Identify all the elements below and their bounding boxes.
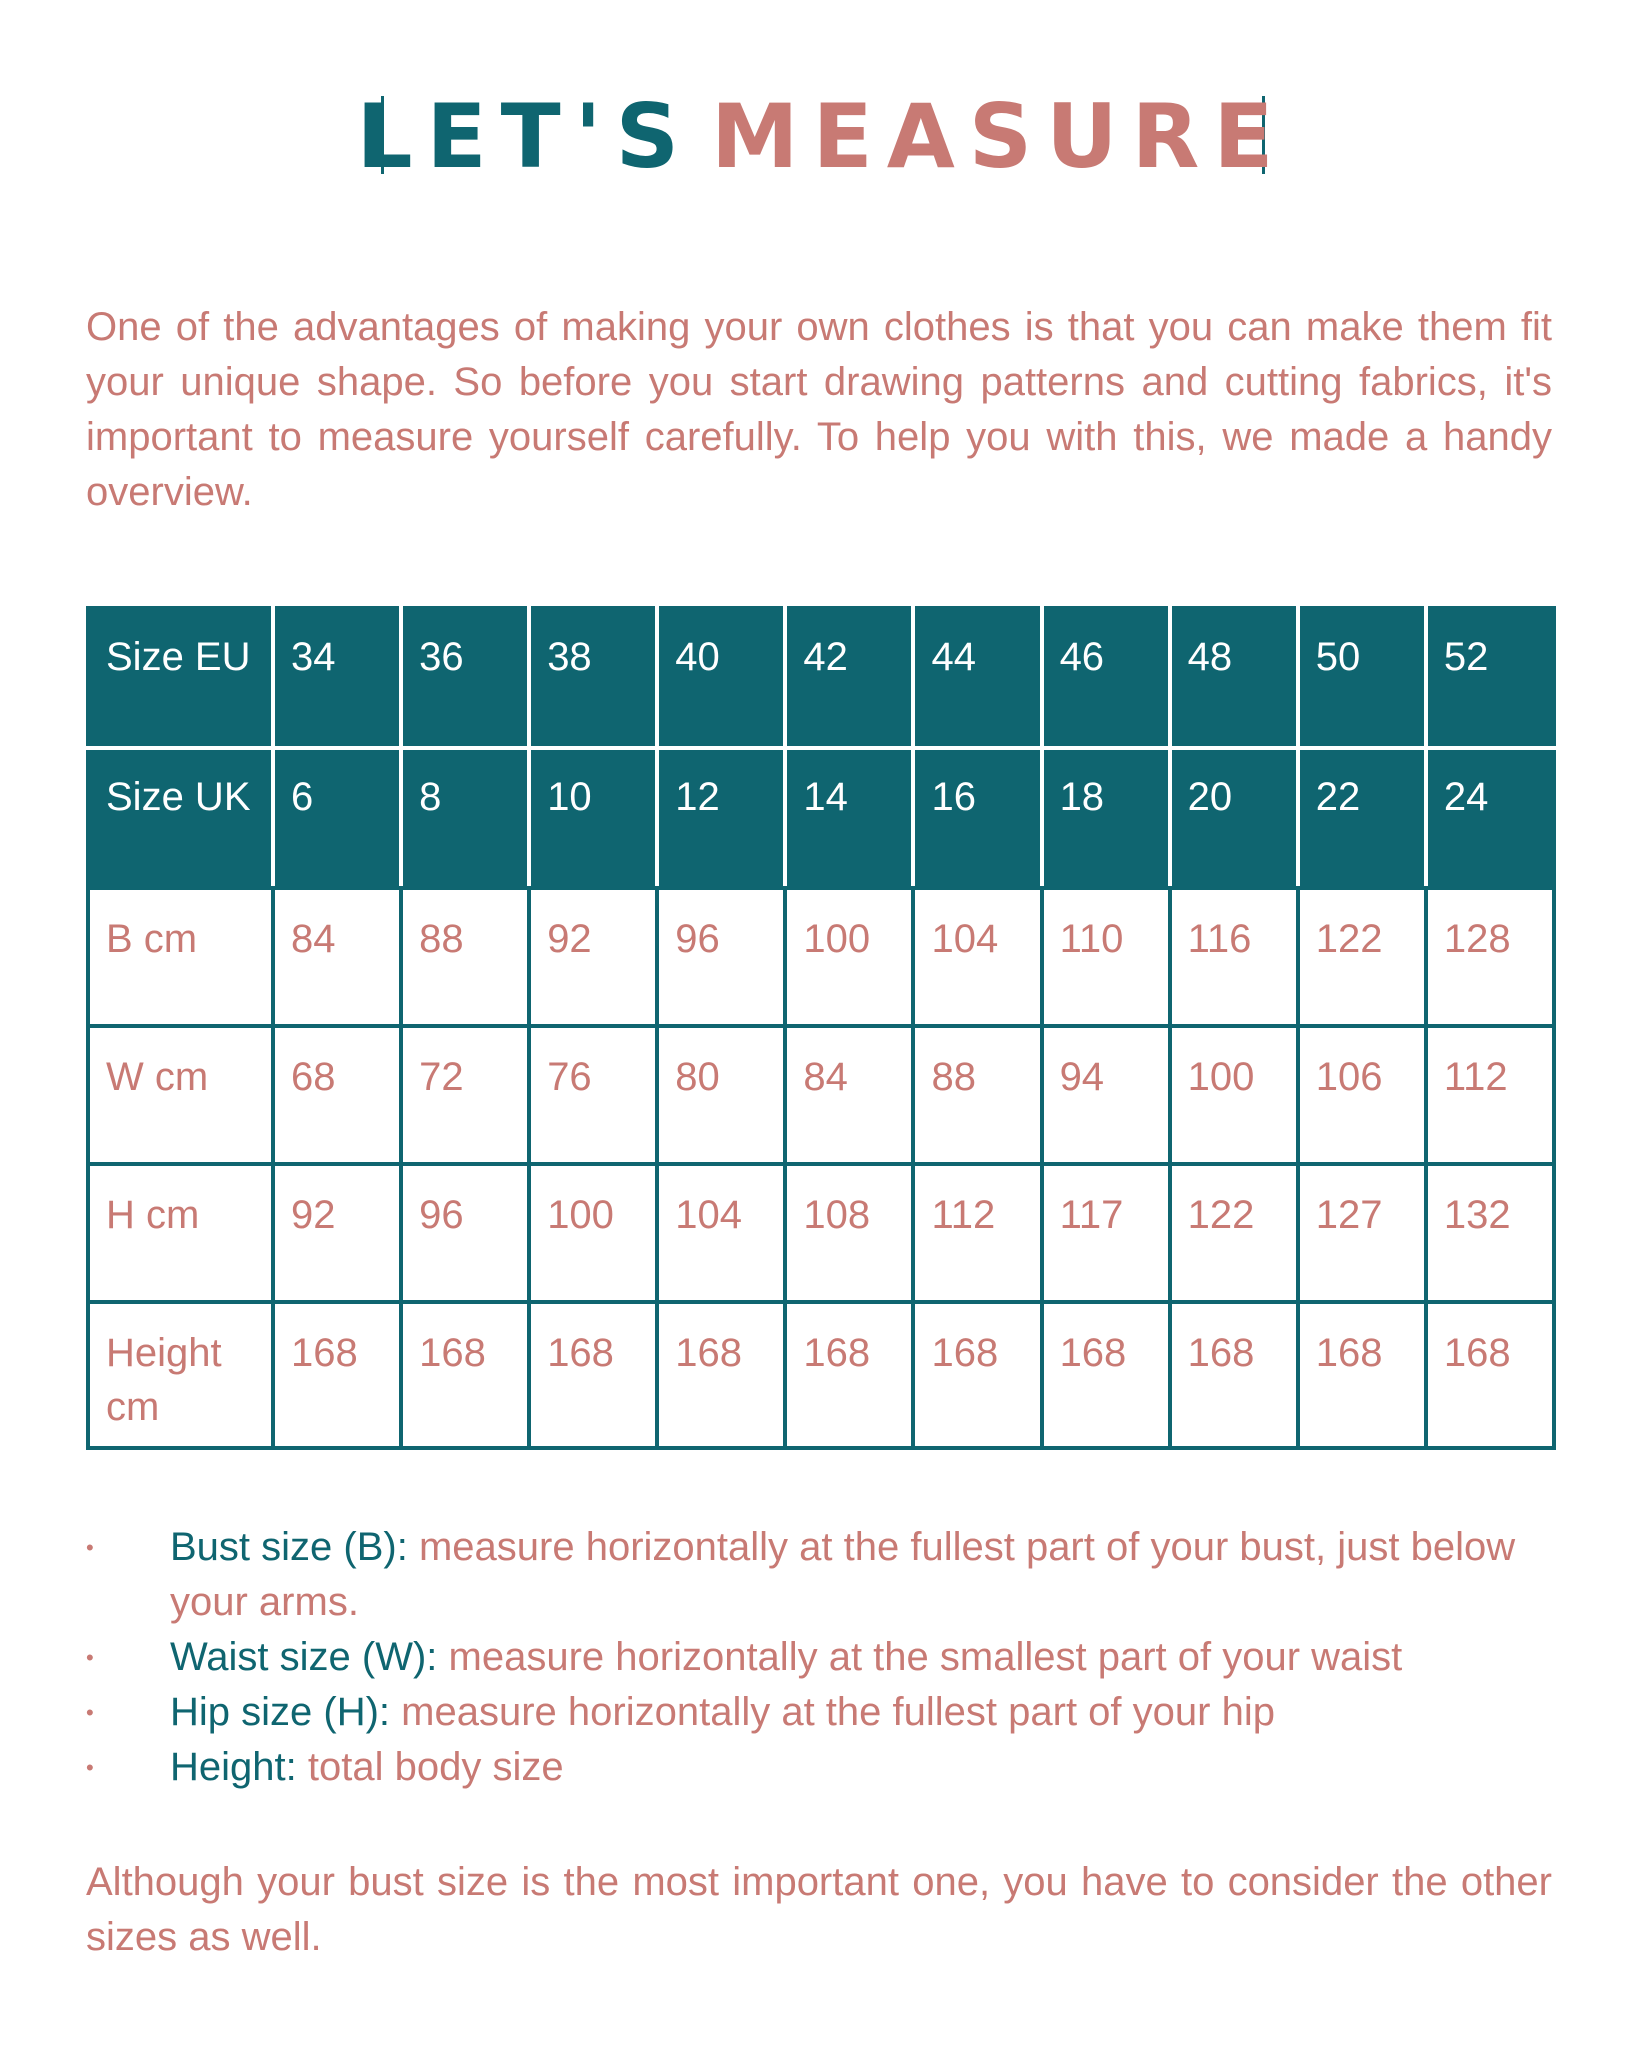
title-part-lets: LET'S [356, 85, 694, 188]
bullet-text: measure horizontally at the fullest part of your hip [401, 1690, 1275, 1734]
table-cell: 88 [913, 1026, 1041, 1164]
table-cell: 168 [1298, 1302, 1426, 1448]
table-cell: 24 [1426, 748, 1554, 888]
table-cell: 12 [657, 748, 785, 888]
table-cell: 168 [401, 1302, 529, 1448]
table-row [88, 1164, 1554, 1302]
bullet-icon: • [86, 1645, 94, 1670]
bullet-term: Height: [170, 1745, 297, 1789]
table-cell: 52 [1426, 608, 1554, 748]
measurement-guide-list [86, 1520, 1556, 1795]
table-cell: 6 [273, 748, 401, 888]
bullet-icon: • [86, 1755, 94, 1780]
row-label: Height cm [88, 1302, 273, 1448]
table-cell: 104 [657, 1164, 785, 1302]
table-row [88, 1026, 1554, 1164]
bullet-text: measure horizontally at the smallest part of your waist [448, 1635, 1403, 1679]
table-cell: 68 [273, 1026, 401, 1164]
list-item-height [86, 1740, 1556, 1795]
table-cell: 168 [785, 1302, 913, 1448]
page-title [0, 82, 1644, 192]
table-row [88, 1302, 1554, 1448]
list-item-waist [86, 1630, 1556, 1685]
list-item-hip [86, 1685, 1556, 1740]
table-cell: 22 [1298, 748, 1426, 888]
table-cell: 168 [913, 1302, 1041, 1448]
table-cell: 168 [273, 1302, 401, 1448]
table-cell: 20 [1170, 748, 1298, 888]
table-cell: 108 [785, 1164, 913, 1302]
table-cell: 34 [273, 608, 401, 748]
table-cell: 92 [273, 1164, 401, 1302]
bullet-term: Waist size (W): [170, 1635, 438, 1679]
table-cell: 76 [529, 1026, 657, 1164]
list-item-bust [86, 1520, 1556, 1630]
table-cell: 127 [1298, 1164, 1426, 1302]
table-cell: 168 [1042, 1302, 1170, 1448]
table-cell: 112 [1426, 1026, 1554, 1164]
table-cell: 40 [657, 608, 785, 748]
table-cell: 168 [1426, 1302, 1554, 1448]
bullet-text: total body size [307, 1745, 564, 1789]
table-cell: 50 [1298, 608, 1426, 748]
row-label: Size EU [88, 608, 273, 748]
title-part-measure: MEASURE [711, 85, 1288, 188]
table-cell: 8 [401, 748, 529, 888]
table-cell: 112 [913, 1164, 1041, 1302]
table-cell: 84 [785, 1026, 913, 1164]
table-cell: 44 [913, 608, 1041, 748]
table-cell: 122 [1298, 888, 1426, 1026]
table-cell: 122 [1170, 1164, 1298, 1302]
table-cell: 106 [1298, 1026, 1426, 1164]
row-label: W cm [88, 1026, 273, 1164]
table-cell: 88 [401, 888, 529, 1026]
table-cell: 100 [529, 1164, 657, 1302]
table-row [88, 748, 1554, 888]
table-cell: 104 [913, 888, 1041, 1026]
table-cell: 94 [1042, 1026, 1170, 1164]
table-cell: 168 [1170, 1302, 1298, 1448]
table-cell: 168 [657, 1302, 785, 1448]
bullet-term: Hip size (H): [170, 1690, 391, 1734]
table-cell: 10 [529, 748, 657, 888]
closing-paragraph: Although your bust size is the most important one, you have to consider the other sizes as well. [86, 1860, 1552, 1959]
table-cell: 100 [785, 888, 913, 1026]
bullet-icon: • [86, 1535, 94, 1560]
table-cell: 116 [1170, 888, 1298, 1026]
table-cell: 117 [1042, 1164, 1170, 1302]
table-cell: 96 [657, 888, 785, 1026]
table-cell: 16 [913, 748, 1041, 888]
table-cell: 48 [1170, 608, 1298, 748]
table-cell: 36 [401, 608, 529, 748]
table-cell: 42 [785, 608, 913, 748]
size-chart-table [86, 606, 1556, 1450]
bullet-term: Bust size (B): [170, 1525, 408, 1569]
table-cell: 96 [401, 1164, 529, 1302]
table-cell: 168 [529, 1302, 657, 1448]
table-cell: 46 [1042, 608, 1170, 748]
table-cell: 84 [273, 888, 401, 1026]
table-cell: 18 [1042, 748, 1170, 888]
bullet-text: measure horizontally at the fullest part of your bust, just below your arms. [170, 1525, 1516, 1624]
table-cell: 92 [529, 888, 657, 1026]
bullet-icon: • [86, 1700, 94, 1725]
table-cell: 110 [1042, 888, 1170, 1026]
table-cell: 100 [1170, 1026, 1298, 1164]
intro-paragraph: One of the advantages of making your own clothes is that you can make them fit your unique shape. So before you start drawing patterns and cutting fabrics, it's important to measure yourself carefully. To help you with this, we made a handy overview. [86, 305, 1552, 514]
row-label: H cm [88, 1164, 273, 1302]
table-cell: 14 [785, 748, 913, 888]
table-cell: 128 [1426, 888, 1554, 1026]
table-cell: 132 [1426, 1164, 1554, 1302]
table-cell: 72 [401, 1026, 529, 1164]
row-label: B cm [88, 888, 273, 1026]
table-row [88, 608, 1554, 748]
row-label: Size UK [88, 748, 273, 888]
table-cell: 38 [529, 608, 657, 748]
table-cell: 80 [657, 1026, 785, 1164]
table-row [88, 888, 1554, 1026]
